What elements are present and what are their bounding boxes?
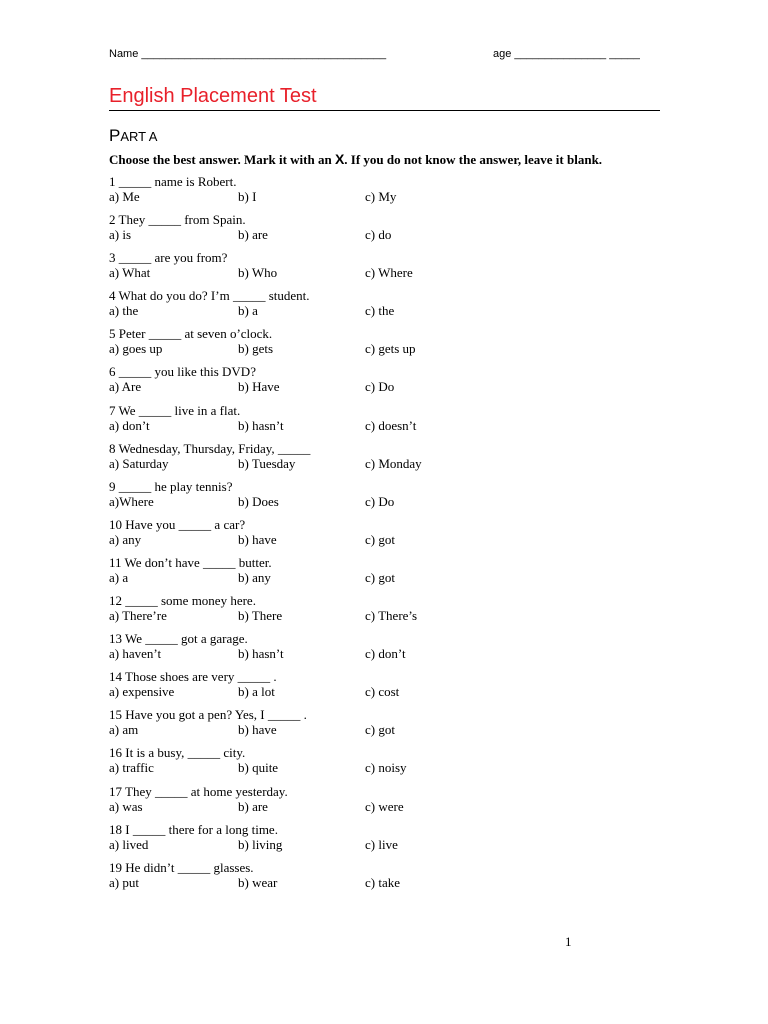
- answer-options: [109, 455, 669, 472]
- answer-option-c[interactable]: c) the: [365, 303, 395, 319]
- answer-option-b[interactable]: b) any: [238, 569, 271, 585]
- answer-option-a[interactable]: a) Are: [109, 379, 142, 395]
- answer-option-c[interactable]: c) got: [365, 569, 395, 585]
- answer-options: [109, 645, 669, 662]
- question-stem: 7 We _____ live in a flat.: [109, 402, 241, 418]
- answer-options: [109, 264, 669, 281]
- answer-option-b[interactable]: b) gets: [238, 341, 274, 357]
- answer-options: [109, 607, 669, 624]
- answer-option-a[interactable]: a) don’t: [109, 417, 150, 433]
- answer-options: [109, 493, 669, 510]
- answer-option-a[interactable]: a) the: [109, 303, 139, 319]
- page-number: 1: [565, 934, 572, 949]
- answer-options: [109, 836, 669, 853]
- question-item: [109, 859, 669, 897]
- age-field-line: age _______________ _____: [493, 48, 640, 60]
- answer-option-b[interactable]: b) are: [238, 798, 268, 814]
- answer-option-a[interactable]: a) lived: [109, 836, 149, 852]
- question-stem: 16 It is a busy, _____ city.: [109, 745, 246, 761]
- instructions-mark-x: X: [334, 151, 345, 167]
- answer-options: [109, 683, 669, 700]
- answer-option-a[interactable]: a) expensive: [109, 684, 175, 700]
- question-item: [109, 821, 669, 859]
- question-stem: 11 We don’t have _____ butter.: [109, 554, 272, 570]
- question-stem: 12 _____ some money here.: [109, 593, 256, 609]
- answer-option-b[interactable]: b) have: [238, 722, 277, 738]
- page-title: English Placement Test: [109, 84, 660, 111]
- answer-option-a[interactable]: a) Me: [109, 189, 140, 204]
- question-stem: 5 Peter _____ at seven o’clock.: [109, 326, 273, 342]
- answer-option-b[interactable]: b) living: [238, 836, 283, 852]
- question-stem: 10 Have you _____ a car?: [109, 516, 246, 532]
- answer-option-c[interactable]: c) There’s: [365, 608, 418, 624]
- question-stem: 8 Wednesday, Thursday, Friday, _____: [109, 440, 311, 456]
- answer-option-b[interactable]: b) quite: [238, 760, 279, 776]
- answer-option-b[interactable]: b) wear: [238, 874, 278, 890]
- answer-option-c[interactable]: c) My: [365, 189, 397, 204]
- answer-option-a[interactable]: a) goes up: [109, 341, 163, 357]
- section-heading-rest: ART A: [120, 129, 158, 144]
- answer-options: [109, 378, 669, 395]
- answer-options: [109, 569, 669, 586]
- student-info-header: [109, 48, 654, 64]
- answer-option-a[interactable]: a)Where: [109, 493, 154, 509]
- answer-options: [109, 798, 669, 815]
- answer-option-b[interactable]: b) Does: [238, 493, 279, 509]
- question-stem: 1 _____ name is Robert.: [109, 174, 237, 189]
- answer-options: [109, 721, 669, 738]
- answer-option-c[interactable]: c) got: [365, 531, 395, 547]
- answer-options: [109, 188, 669, 205]
- answer-options: [109, 874, 669, 891]
- answer-option-a[interactable]: a) traffic: [109, 760, 154, 776]
- question-stem: 19 He didn’t _____ glasses.: [109, 859, 254, 875]
- answer-option-a[interactable]: a) put: [109, 874, 139, 890]
- question-item: [109, 516, 669, 554]
- question-stem: 2 They _____ from Spain.: [109, 212, 246, 228]
- answer-options: [109, 417, 669, 434]
- question-stem: 3 _____ are you from?: [109, 250, 228, 266]
- answer-option-b[interactable]: b) a: [238, 303, 258, 319]
- instructions: [109, 150, 669, 169]
- question-item: [109, 325, 669, 363]
- question-item: [109, 402, 669, 440]
- question-item: [109, 744, 669, 782]
- question-stem: 17 They _____ at home yesterday.: [109, 783, 288, 799]
- question-item: [109, 478, 669, 516]
- question-item: [109, 173, 669, 211]
- name-field-line: Name ________________________________________: [109, 48, 387, 60]
- answer-option-b[interactable]: b) I: [238, 189, 257, 204]
- question-stem: 6 _____ you like this DVD?: [109, 364, 256, 380]
- answer-option-c[interactable]: c) take: [365, 874, 401, 890]
- answer-options: [109, 531, 669, 548]
- question-stem: 15 Have you got a pen? Yes, I _____ .: [109, 707, 307, 723]
- answer-option-c[interactable]: c) gets up: [365, 341, 416, 357]
- section-heading: [109, 125, 157, 148]
- answer-option-c[interactable]: c) got: [365, 722, 395, 738]
- question-stem: 18 I _____ there for a long time.: [109, 821, 278, 837]
- answer-option-c[interactable]: c) don’t: [365, 646, 406, 662]
- question-item: [109, 249, 669, 287]
- answer-option-c[interactable]: c) Do: [365, 379, 395, 395]
- answer-options: [109, 759, 669, 776]
- question-stem: 14 Those shoes are very _____ .: [109, 669, 277, 685]
- answer-option-c[interactable]: c) Monday: [365, 455, 422, 471]
- section-heading-initial: P: [109, 126, 121, 145]
- question-item: [109, 630, 669, 668]
- answer-option-c[interactable]: c) Where: [365, 265, 413, 281]
- answer-option-b[interactable]: b) Have: [238, 379, 280, 395]
- question-stem: 4 What do you do? I’m _____ student.: [109, 288, 310, 304]
- answer-option-b[interactable]: b) hasn’t: [238, 646, 284, 662]
- question-item: [109, 668, 669, 706]
- answer-option-a[interactable]: a) There’re: [109, 608, 167, 624]
- answer-option-c[interactable]: c) cost: [365, 684, 400, 700]
- answer-options: [109, 340, 669, 357]
- question-item: [109, 592, 669, 630]
- question-item: [109, 554, 669, 592]
- answer-option-b[interactable]: b) Tuesday: [238, 455, 296, 471]
- question-stem: 13 We _____ got a garage.: [109, 631, 248, 647]
- answer-option-b[interactable]: b) hasn’t: [238, 417, 284, 433]
- answer-option-c[interactable]: c) were: [365, 798, 404, 814]
- question-item: [109, 440, 669, 478]
- answer-option-c[interactable]: c) doesn’t: [365, 417, 417, 433]
- answer-option-c[interactable]: c) noisy: [365, 760, 407, 776]
- answer-option-a[interactable]: a) What: [109, 265, 151, 281]
- answer-option-b[interactable]: b) There: [238, 608, 283, 624]
- question-item: [109, 211, 669, 249]
- instructions-part-1: Choose the best answer. Mark it with an: [109, 152, 335, 167]
- question-item: [109, 287, 669, 325]
- answer-option-b[interactable]: b) a lot: [238, 684, 275, 700]
- answer-options: [109, 302, 669, 319]
- answer-option-c[interactable]: c) Do: [365, 493, 395, 509]
- answer-option-a[interactable]: a) is: [109, 227, 132, 243]
- answer-option-a[interactable]: a) Saturday: [109, 455, 169, 471]
- answer-option-c[interactable]: c) live: [365, 836, 398, 852]
- question-list: [109, 173, 669, 897]
- answer-option-a[interactable]: a) a: [109, 569, 129, 585]
- answer-option-b[interactable]: b) are: [238, 227, 268, 243]
- question-item: [109, 783, 669, 821]
- question-stem: 9 _____ he play tennis?: [109, 478, 233, 494]
- answer-option-a[interactable]: a) am: [109, 722, 139, 738]
- instructions-part-2: . If you do not know the answer, leave it blank.: [344, 152, 603, 167]
- question-item: [109, 706, 669, 744]
- answer-option-b[interactable]: b) Who: [238, 265, 278, 281]
- answer-option-c[interactable]: c) do: [365, 227, 392, 243]
- answer-option-a[interactable]: a) was: [109, 798, 143, 814]
- answer-option-b[interactable]: b) have: [238, 531, 277, 547]
- answer-option-a[interactable]: a) haven’t: [109, 646, 162, 662]
- question-item: [109, 363, 669, 401]
- answer-option-a[interactable]: a) any: [109, 531, 142, 547]
- answer-options: [109, 226, 669, 243]
